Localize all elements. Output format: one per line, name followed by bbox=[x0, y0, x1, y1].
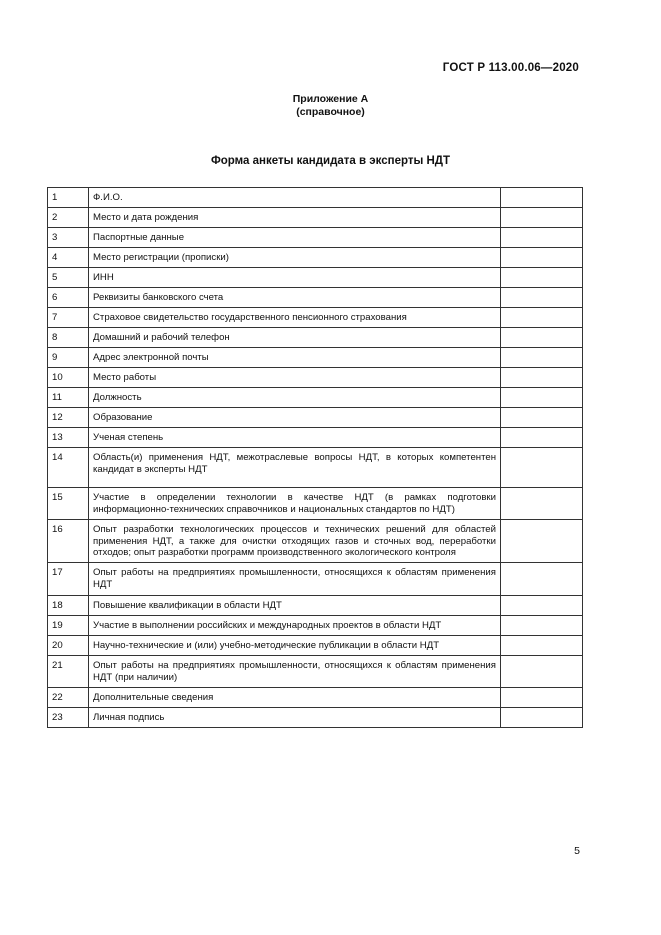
row-number: 7 bbox=[48, 308, 89, 328]
row-answer-cell[interactable] bbox=[501, 688, 583, 708]
row-answer-cell[interactable] bbox=[501, 636, 583, 656]
table-row bbox=[48, 328, 583, 348]
row-field-label: Должность bbox=[89, 388, 501, 408]
row-field-label: Личная подпись bbox=[89, 708, 501, 728]
table-row bbox=[48, 428, 583, 448]
table-row bbox=[48, 636, 583, 656]
row-field-label: Опыт работы на предприятиях промышленности, относящихся к областям применения НДТ (при наличии) bbox=[89, 656, 501, 688]
table-row bbox=[48, 248, 583, 268]
row-field-label: Дополнительные сведения bbox=[89, 688, 501, 708]
table-row bbox=[48, 656, 583, 688]
row-answer-cell[interactable] bbox=[501, 448, 583, 488]
row-number: 6 bbox=[48, 288, 89, 308]
row-answer-cell[interactable] bbox=[501, 248, 583, 268]
row-answer-cell[interactable] bbox=[501, 268, 583, 288]
row-field-label: ИНН bbox=[89, 268, 501, 288]
table-row bbox=[48, 228, 583, 248]
row-number: 22 bbox=[48, 688, 89, 708]
row-field-label: Адрес электронной почты bbox=[89, 348, 501, 368]
table-row bbox=[48, 208, 583, 228]
row-field-label: Образование bbox=[89, 408, 501, 428]
table-row bbox=[48, 368, 583, 388]
row-field-label: Научно-технические и (или) учебно-методические публикации в области НДТ bbox=[89, 636, 501, 656]
table-row bbox=[48, 488, 583, 520]
row-field-label: Участие в определении технологии в качестве НДТ (в рамках подготовки информационно-технических справочников и национальных стандартов по НДТ) bbox=[89, 488, 501, 520]
row-answer-cell[interactable] bbox=[501, 228, 583, 248]
row-number: 3 bbox=[48, 228, 89, 248]
table-row bbox=[48, 708, 583, 728]
appendix-heading bbox=[0, 93, 661, 119]
row-answer-cell[interactable] bbox=[501, 656, 583, 688]
table-row bbox=[48, 688, 583, 708]
row-number: 4 bbox=[48, 248, 89, 268]
row-answer-cell[interactable] bbox=[501, 408, 583, 428]
row-field-label: Реквизиты банковского счета bbox=[89, 288, 501, 308]
table-row bbox=[48, 348, 583, 368]
row-field-label: Домашний и рабочий телефон bbox=[89, 328, 501, 348]
row-number: 5 bbox=[48, 268, 89, 288]
row-answer-cell[interactable] bbox=[501, 428, 583, 448]
row-field-label: Опыт разработки технологических процессов и технических решений для областей применения НДТ, а также для очистки отходящих газов и сточных вод, переработки отходов; опыт разработки программ производственного экологического контроля bbox=[89, 520, 501, 563]
row-number: 21 bbox=[48, 656, 89, 688]
row-field-label: Страховое свидетельство государственного пенсионного страхования bbox=[89, 308, 501, 328]
row-answer-cell[interactable] bbox=[501, 520, 583, 563]
row-answer-cell[interactable] bbox=[501, 563, 583, 596]
row-number: 13 bbox=[48, 428, 89, 448]
row-answer-cell[interactable] bbox=[501, 616, 583, 636]
row-answer-cell[interactable] bbox=[501, 328, 583, 348]
table-row bbox=[48, 308, 583, 328]
row-field-label: Опыт работы на предприятиях промышленности, относящихся к областям применения НДТ bbox=[89, 563, 501, 596]
table-row bbox=[48, 188, 583, 208]
row-field-label: Повышение квалификации в области НДТ bbox=[89, 596, 501, 616]
row-number: 11 bbox=[48, 388, 89, 408]
row-answer-cell[interactable] bbox=[501, 708, 583, 728]
row-field-label: Место работы bbox=[89, 368, 501, 388]
row-number: 2 bbox=[48, 208, 89, 228]
row-answer-cell[interactable] bbox=[501, 368, 583, 388]
table-row bbox=[48, 268, 583, 288]
row-answer-cell[interactable] bbox=[501, 188, 583, 208]
row-number: 9 bbox=[48, 348, 89, 368]
row-number: 12 bbox=[48, 408, 89, 428]
appendix-subtitle: (справочное) bbox=[296, 106, 365, 118]
row-number: 14 bbox=[48, 448, 89, 488]
table-row bbox=[48, 448, 583, 488]
row-field-label: Паспортные данные bbox=[89, 228, 501, 248]
questionnaire-table bbox=[47, 187, 583, 728]
row-field-label: Участие в выполнении российских и международных проектов в области НДТ bbox=[89, 616, 501, 636]
row-answer-cell[interactable] bbox=[501, 596, 583, 616]
row-field-label: Место регистрации (прописки) bbox=[89, 248, 501, 268]
table-row bbox=[48, 596, 583, 616]
row-number: 19 bbox=[48, 616, 89, 636]
appendix-title: Приложение А bbox=[292, 93, 369, 105]
row-number: 15 bbox=[48, 488, 89, 520]
table-row bbox=[48, 616, 583, 636]
row-field-label: Область(и) применения НДТ, межотраслевые вопросы НДТ, в которых компетентен кандидат в эксперты НДТ bbox=[89, 448, 501, 488]
document-code: ГОСТ Р 113.00.06—2020 bbox=[442, 62, 579, 74]
row-number: 17 bbox=[48, 563, 89, 596]
table-row bbox=[48, 388, 583, 408]
row-field-label: Ученая степень bbox=[89, 428, 501, 448]
row-answer-cell[interactable] bbox=[501, 208, 583, 228]
page-number: 5 bbox=[574, 845, 580, 857]
table-row bbox=[48, 520, 583, 563]
row-number: 23 bbox=[48, 708, 89, 728]
row-number: 10 bbox=[48, 368, 89, 388]
row-answer-cell[interactable] bbox=[501, 388, 583, 408]
row-number: 16 bbox=[48, 520, 89, 563]
row-number: 18 bbox=[48, 596, 89, 616]
row-answer-cell[interactable] bbox=[501, 348, 583, 368]
row-answer-cell[interactable] bbox=[501, 488, 583, 520]
form-title: Форма анкеты кандидата в эксперты НДТ bbox=[210, 155, 451, 167]
row-answer-cell[interactable] bbox=[501, 288, 583, 308]
row-number: 20 bbox=[48, 636, 89, 656]
row-field-label: Ф.И.О. bbox=[89, 188, 501, 208]
questionnaire-table-body bbox=[48, 188, 583, 728]
table-row bbox=[48, 408, 583, 428]
row-field-label: Место и дата рождения bbox=[89, 208, 501, 228]
table-row bbox=[48, 563, 583, 596]
table-row bbox=[48, 288, 583, 308]
row-answer-cell[interactable] bbox=[501, 308, 583, 328]
row-number: 1 bbox=[48, 188, 89, 208]
row-number: 8 bbox=[48, 328, 89, 348]
